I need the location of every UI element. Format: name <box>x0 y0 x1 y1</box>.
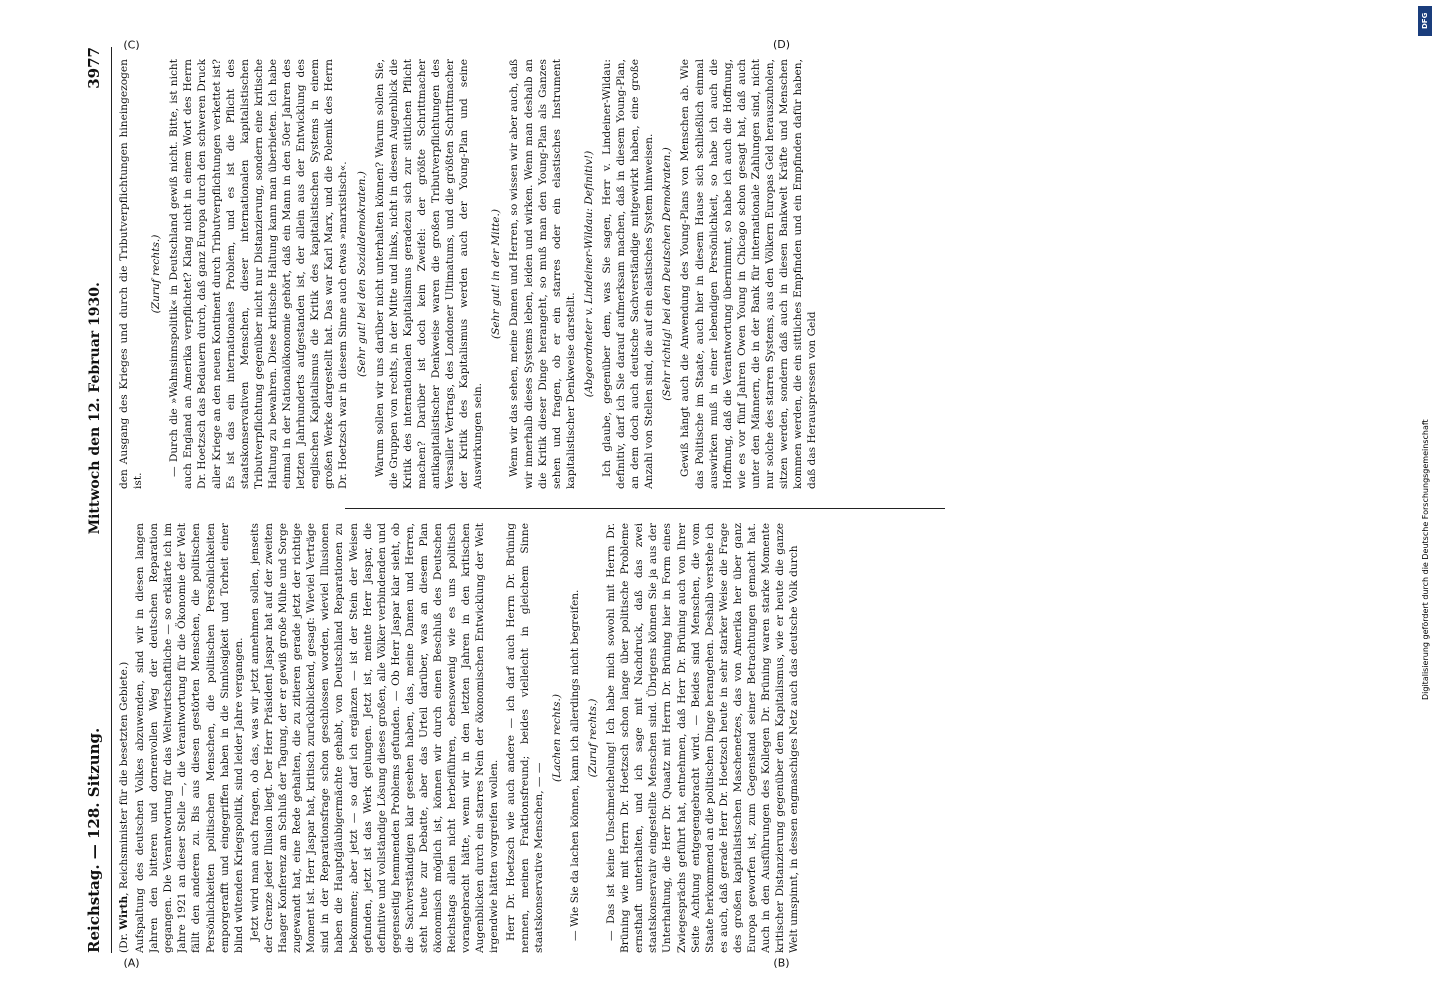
page-header <box>85 47 109 953</box>
paragraph: — Durch die »Wahnsinnspolitik« in Deutschland gewiß nicht. Bitte, ist nicht auch England an Amerika verpflichtet? Klang nicht in einem Wort des Herrn Dr. Hoetzsch das Bedauern durch, daß ganz Europa durch den schweren Druck aller Kriege an den neuen Kontinent durch Tributverpflichtungen verkettet ist? Es ist das ein internationales Problem, und es ist die Pflicht des staatskonservativen Menschen, dieser internationalen kapitalistischen Tributverpflichtung gegenüber nicht nur Distanzierung, sondern eine kritische Haltung zu bewahren. Diese kritische Haltung kann man überbieten. Ich habe einmal in der Nationalökonomie gehört, daß ein Mann in den 50er Jahren des letzten Jahrhunderts aufgestanden ist, der allein aus der Entwicklung des englischen Kapitalismus die Kritik des kapitalistischen Systems in einem großen Werke dargestellt hat. Das war Karl Marx, und die Polemik des Herrn Dr. Hoetzsch war in diesem Sinne auch etwas »marxistisch«. <box>168 59 350 489</box>
interjection: (Lachen rechts.) <box>550 694 563 782</box>
dfg-logo: DFG <box>1418 6 1432 36</box>
paragraph: Wenn wir das sehen, meine Damen und Herren, so wissen wir aber auch, daß wir innerhalb dieses Systems leben, leiden und wirken. Wenn man deshalb an die Kritik dieser Dinge herangeht, so muß man den Young-Plan als Ganzes sehen und fragen, ob er ein starres oder ein elastisches Instrument kapitalistischer Denkweise darstellt. <box>508 59 577 489</box>
header-rule <box>111 47 112 953</box>
paragraph: — Wie Sie da lachen können, kann ich allerdings nicht begreifen. <box>568 589 581 941</box>
paragraph: — Das ist keine Unschmeichelung! Ich habe mich sowohl mit Herrn Dr. Brüning wie mit Herrn Dr. Hoetzsch schon lange über politische Probleme ernsthaft unterhalten, und ich sage mit Nachdruck, daß das zwei staatskonservativ eingestellte Menschen sind. Übrigens können Sie ja aus der Unterhaltung, die Herr Dr. Quaatz mit Herrn Dr. Brüning hier in Form eines Zwiegesprächs geführt hat, entnehmen, daß Herr Dr. Brüning auch von Ihrer Seite Achtung entgegengebracht wird. — Beides sind Menschen, die vom Staate herkommend an die politischen Dinge herangehen. Deshalb verstehe ich es auch, daß gerade Herr Dr. Hoetzsch heute in sehr starker Weise die Frage des großen kapitalistischen Maschenetzes, das von Amerika her über ganz Europa geworfen ist, zum Gegenstand seiner Betrachtungen gemacht hat. Auch in den Ausführungen des Kollegen Dr. Brüning waren starke Momente kritischer Distanzierung gegenüber dem Kapitalismus, wie er heute die ganze Welt umspinnt, in dessen engmaschiges Netz auch das deutsche Volk durch <box>605 523 801 953</box>
right-column-body <box>117 59 819 489</box>
interjection: (Sehr gut! in der Mitte.) <box>490 209 503 339</box>
interjection: (Zuruf rechts.) <box>587 698 599 778</box>
left-column-body <box>133 523 801 953</box>
digitization-note: Digitalisierung gefördert durch die Deutsche Forschungsgemeinschaft <box>1421 419 1430 700</box>
header-left: Reichstag. — 128. Sitzung. <box>85 727 103 953</box>
interjection: (Sehr gut! bei den Sozialdemokraten.) <box>355 171 368 377</box>
header-date: Mittwoch den 12. Februar 1930. <box>87 282 103 535</box>
speaker-name: Wirth <box>118 895 130 930</box>
page-number: 3977 <box>85 47 103 89</box>
interjection: (Zuruf rechts.) <box>150 234 163 314</box>
paragraph: Jetzt wird man auch fragen, ob das, was wir jetzt annehmen sollen, jenseits der Grenze jeder Illusion liegt. Der Herr Präsident Jaspar hat auf der zweiten Haager Konferenz am Schluß der Tagung, der er gewiß große Mühe und Sorge zugewandt hat, eine Rede gehalten, die zu zitieren gerade jetzt der richtige Moment ist. Herr Jaspar hat, kritisch zurückblickend, gesagt: Wieviel Verträge sind in der Reparationsfrage schon geschlossen worden, wieviel Illusionen haben die Hauptgläubigermächte gehabt, von Deutschland Reparationen zu bekommen; aber jetzt — so darf ich ergänzen — ist der Stein der Weisen gefunden, jetzt ist das Werk gelungen. Jetzt ist, meinte Herr Jaspar, die definitive und vollständige Lösung dieses großen, alle Völker verbindenden und gegenseitig hemmenden Problems gefunden. — Ob Herr Jaspar klar sieht, ob die Sachverständigen klar gesehen haben, das, meine Damen und Herren, steht heute zur Debatte, aber das Urteil darüber, was an diesem Plan ökonomisch möglich ist, können wir durch einen Beschluß des Deutschen Reichstags allein nicht herbeiführen, ebensowenig wie es uns politisch vorangebracht hätte, wenn wir in den letzten Jahren in den kritischen Augenblicken durch ein starres Nein der ökonomischen Entwicklung der Welt irgendwie hätten vorgreifen wollen. <box>248 523 501 953</box>
left-column <box>117 523 1401 953</box>
speaker-line: (Dr. Wirth, Reichsminister für die besetzten Gebiete.) <box>118 661 130 953</box>
margin-marker-a: (A) <box>123 956 140 970</box>
margin-marker-b: (B) <box>773 956 790 970</box>
margin-marker-d: (D) <box>772 37 791 51</box>
document-page <box>85 35 1415 970</box>
paragraph: Aufspaltung des deutschen Volkes abzuwenden, sind wir in diesen langen Jahren den bitteren und dornenvollen Weg der deutschen Reparation gegangen. Die Verantwortung für das Weltwirtschaftliche — so erklärte ich im Jahre 1921 an dieser Stelle —, die Verantwortung für die Ökonomie der Welt fällt den anderen zu. Bis aus diesen gestörten Menschen, die politischen Persönlichkeiten politischen Menschen, die politischen Persönlichkeiten emporgerafft und eingegriffen haben in die Sinnlosigkeit und Torheit einer blind wütenden Kriegspolitik, sind leider Jahre vergangen. <box>134 523 245 953</box>
right-column <box>117 59 1401 489</box>
column-divider <box>345 508 945 509</box>
paragraph: Warum sollen wir uns darüber nicht unterhalten können? Warum sollen Sie, die Gruppen von rechts, in der Mitte und links, nicht in diesem Augenblick die Kritik des internationalen Kapitalismus geradezu sich zur sittlichen Pflicht machen? Darüber ist doch kein Zweifel: der größte Schrittmacher antikapitalistischer Denkweise waren die großen Tributverpflichtungen des Versailler Vertrags, des Londoner Ultimatums, und die größten Schrittmacher der Kritik des Kapitalismus werden auch der Young-Plan und seine Auswirkungen sein. <box>373 59 485 489</box>
paragraph: den Ausgang des Krieges und durch die Tributverpflichtungen hineingezogen ist. <box>118 59 145 489</box>
margin-marker-c: (C) <box>123 38 140 52</box>
interjection: (Abgeordneter v. Lindeiner-Wildau: Definitiv!) <box>582 150 595 398</box>
paragraph: Ich glaube, gegenüber dem, was Sie sagen, Herr v. Lindeiner-Wildau: definitiv, darf ich Sie darauf aufmerksam machen, daß in diesem Young-Plan, an dem doch auch deutsche Sachverständige mitgewirkt haben, eine große Anzahl von Stellen sind, die auf ein elastisches System hinweisen. <box>601 59 656 489</box>
interjection: (Sehr richtig! bei den Deutschen Demokraten.) <box>661 147 674 401</box>
paragraph: Gewiß hängt auch die Anwendung des Young-Plans von Menschen ab. Wie das Politische im Staate, auch hier in diesem Hause sich schließlich einmal auswirken muß in einer lebendigen Persönlichkeit, so habe ich auch die Hoffnung, daß die Verantwortung übernimmt, so habe ich auch die Hoffnung, wie es vor fünf Jahren Owen Young in Chicago schon gesagt hat, daß auch unter den Männern, die in der Bank für internationale Zahlungen sind, nicht nur solche des starren Systems, aus den Völkern Europas Geld herauszuholen, sitzen werden, sondern daß auch in diesen Bankwelt Kräfte und Menschen kommen werden, die ein sittliches Empfinden und ein Empfinden dafür haben, daß das Herauspressen von Geld <box>679 59 819 489</box>
paragraph: Herr Dr. Hoetzsch wie auch andere — ich darf auch Herrn Dr. Brüning nennen, meinen Fraktionsfreund; beides vielleicht in gleichem Sinne staatskonservative Menschen, — — <box>504 523 545 953</box>
